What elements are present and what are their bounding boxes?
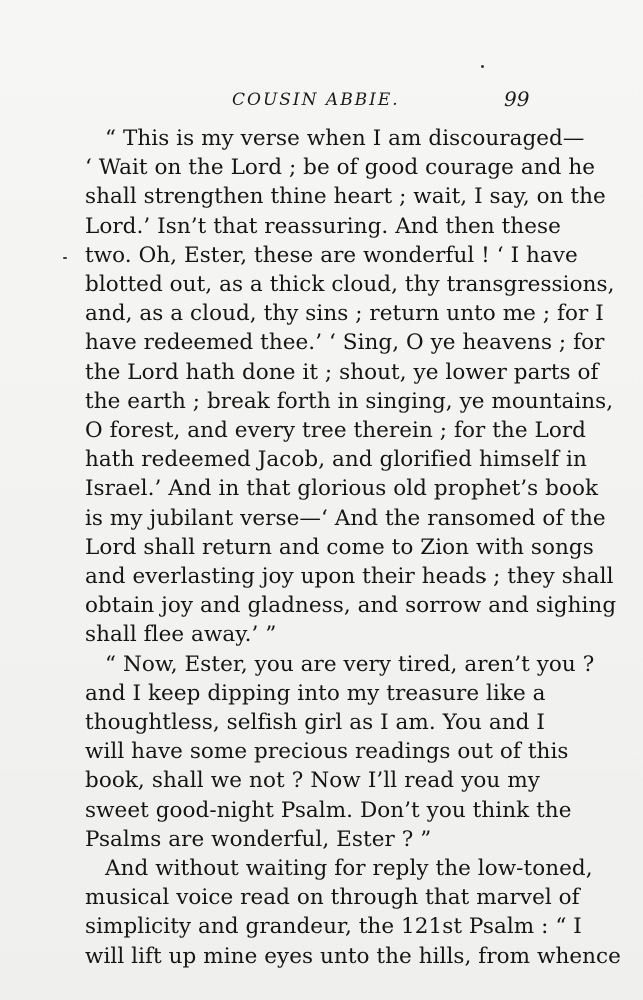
page-number: 99 (504, 87, 530, 111)
text-line: thoughtless, selfish girl as I am. You and I (85, 710, 545, 736)
text-line: will have some precious readings out of this (85, 739, 569, 765)
speck-mark (481, 65, 484, 68)
text-line: the Lord hath done it ; shout, ye lower parts of (85, 359, 599, 385)
text-line: O forest, and every tree therein ; for the Lord (85, 418, 587, 444)
text-line: two. Oh, Ester, these are wonderful ! ‘ I have (85, 242, 578, 268)
text-line: “ This is my verse when I am discouraged— (105, 126, 585, 151)
text-line: Israel.’ And in that glorious old prophet’s book (85, 476, 599, 502)
text-line: And without waiting for reply the low-toned, (105, 856, 593, 882)
page-header (0, 86, 643, 116)
text-line: and I keep dipping into my treasure like a (85, 680, 546, 706)
text-line: Lord shall return and come to Zion with songs (85, 534, 594, 560)
text-line: sweet good-night Psalm. Don’t you think the (85, 797, 572, 823)
body-text (85, 124, 621, 971)
text-line: the earth ; break forth in singing, ye mountains, (85, 388, 614, 414)
text-line: simplicity and grandeur, the 121st Psalm : “ I (85, 914, 582, 940)
text-line: is my jubilant verse—‘ And the ransomed of the (85, 505, 606, 531)
text-line: Psalms are wonderful, Ester ? ” (85, 826, 432, 852)
text-line: ‘ Wait on the Lord ; be of good courage and he (85, 155, 596, 181)
text-line: shall flee away.’ ” (85, 622, 277, 648)
text-line: and, as a cloud, thy sins ; return unto me ; for I (85, 301, 604, 327)
speck-mark (63, 257, 67, 259)
text-line: hath redeemed Jacob, and glorified himself in (85, 447, 587, 473)
text-line: “ Now, Ester, you are very tired, aren’t you ? (105, 651, 595, 677)
text-line: and everlasting joy upon their heads ; they shall (85, 564, 614, 590)
text-line: musical voice read on through that marvel of (85, 885, 580, 911)
text-line: obtain joy and gladness, and sorrow and sighing (85, 593, 617, 619)
text-line: Lord.’ Isn’t that reassuring. And then these (85, 213, 561, 239)
text-line: will lift up mine eyes unto the hills, from whence (85, 943, 621, 969)
text-line: blotted out, as a thick cloud, thy transgressions, (85, 272, 615, 298)
text-line: have redeemed thee.’ ‘ Sing, O ye heavens ; for (85, 330, 605, 356)
running-head: COUSIN ABBIE. (232, 90, 400, 110)
text-line: shall strengthen thine heart ; wait, I say, on the (85, 184, 606, 210)
text-line: book, shall we not ? Now I’ll read you my (85, 768, 540, 794)
